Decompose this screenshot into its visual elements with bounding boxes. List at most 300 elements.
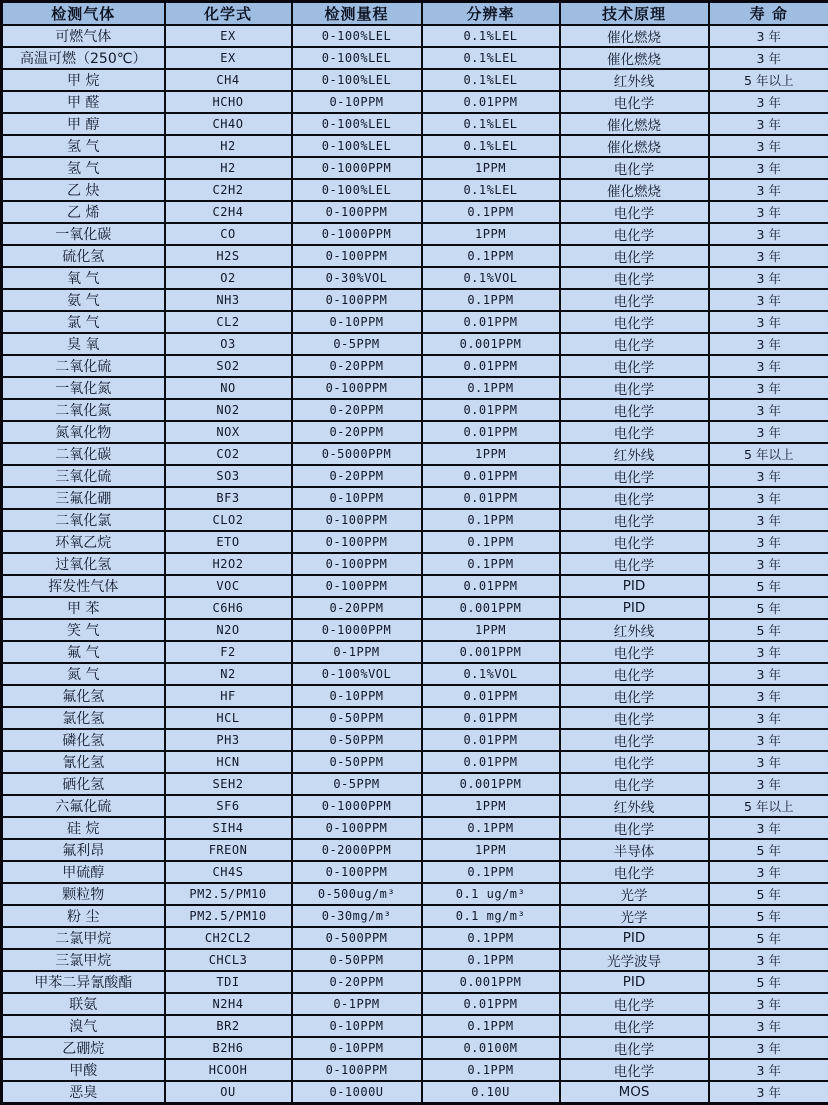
cell-chemical-formula: B2H6 xyxy=(165,1037,292,1059)
table-row xyxy=(2,817,828,839)
cell-technical-principle: PID xyxy=(560,927,709,949)
cell-technical-principle: 半导体 xyxy=(560,839,709,861)
cell-technical-principle: PID xyxy=(560,575,709,597)
table-row xyxy=(2,773,828,795)
cell-chemical-formula: CH2CL2 xyxy=(165,927,292,949)
cell-detection-range: 0-1000PPM xyxy=(292,795,422,817)
cell-resolution: 1PPM xyxy=(422,839,560,861)
cell-detection-range: 0-20PPM xyxy=(292,399,422,421)
cell-resolution: 0.1PPM xyxy=(422,1015,560,1037)
table-row xyxy=(2,333,828,355)
cell-resolution: 0.1%LEL xyxy=(422,179,560,201)
cell-gas-name: 氢 气 xyxy=(2,157,165,179)
cell-resolution: 0.01PPM xyxy=(422,685,560,707)
cell-detection-range: 0-10PPM xyxy=(292,487,422,509)
cell-gas-name: 溴气 xyxy=(2,1015,165,1037)
cell-resolution: 0.1PPM xyxy=(422,289,560,311)
table-row xyxy=(2,399,828,421)
cell-detection-range: 0-30%VOL xyxy=(292,267,422,289)
cell-gas-name: 甲苯二异氰酸酯 xyxy=(2,971,165,993)
cell-chemical-formula: HCN xyxy=(165,751,292,773)
cell-chemical-formula: EX xyxy=(165,25,292,47)
cell-technical-principle: 电化学 xyxy=(560,993,709,1015)
cell-technical-principle: 电化学 xyxy=(560,245,709,267)
cell-detection-range: 0-100PPM xyxy=(292,553,422,575)
table-row xyxy=(2,729,828,751)
cell-technical-principle: 电化学 xyxy=(560,861,709,883)
cell-resolution: 0.1PPM xyxy=(422,861,560,883)
cell-detection-range: 0-5PPM xyxy=(292,333,422,355)
cell-resolution: 0.01PPM xyxy=(422,751,560,773)
cell-detection-range: 0-100PPM xyxy=(292,817,422,839)
cell-detection-range: 0-20PPM xyxy=(292,465,422,487)
cell-lifespan: 5 年 xyxy=(709,597,828,619)
cell-gas-name: 甲 苯 xyxy=(2,597,165,619)
cell-lifespan: 5 年 xyxy=(709,839,828,861)
cell-lifespan: 3 年 xyxy=(709,1015,828,1037)
cell-gas-name: 二氯甲烷 xyxy=(2,927,165,949)
table-row xyxy=(2,245,828,267)
cell-resolution: 0.1PPM xyxy=(422,949,560,971)
cell-chemical-formula: C2H2 xyxy=(165,179,292,201)
cell-gas-name: 甲 醛 xyxy=(2,91,165,113)
cell-detection-range: 0-20PPM xyxy=(292,597,422,619)
cell-resolution: 0.10U xyxy=(422,1081,560,1104)
cell-resolution: 0.0100M xyxy=(422,1037,560,1059)
cell-resolution: 0.1%LEL xyxy=(422,25,560,47)
cell-technical-principle: 电化学 xyxy=(560,773,709,795)
cell-chemical-formula: SF6 xyxy=(165,795,292,817)
cell-chemical-formula: CH4O xyxy=(165,113,292,135)
cell-resolution: 0.1PPM xyxy=(422,1059,560,1081)
cell-technical-principle: 电化学 xyxy=(560,421,709,443)
cell-gas-name: 挥发性气体 xyxy=(2,575,165,597)
table-row xyxy=(2,91,828,113)
table-row xyxy=(2,619,828,641)
cell-lifespan: 5 年 xyxy=(709,883,828,905)
cell-detection-range: 0-20PPM xyxy=(292,355,422,377)
cell-resolution: 0.1PPM xyxy=(422,245,560,267)
cell-detection-range: 0-50PPM xyxy=(292,751,422,773)
cell-chemical-formula: FREON xyxy=(165,839,292,861)
cell-gas-name: 笑 气 xyxy=(2,619,165,641)
cell-resolution: 1PPM xyxy=(422,795,560,817)
cell-technical-principle: 电化学 xyxy=(560,289,709,311)
cell-detection-range: 0-50PPM xyxy=(292,729,422,751)
cell-lifespan: 3 年 xyxy=(709,311,828,333)
cell-lifespan: 3 年 xyxy=(709,641,828,663)
cell-resolution: 0.1PPM xyxy=(422,817,560,839)
cell-technical-principle: 催化燃烧 xyxy=(560,47,709,69)
table-row xyxy=(2,795,828,817)
cell-lifespan: 5 年以上 xyxy=(709,795,828,817)
cell-lifespan: 3 年 xyxy=(709,355,828,377)
cell-detection-range: 0-10PPM xyxy=(292,91,422,113)
cell-detection-range: 0-1PPM xyxy=(292,641,422,663)
cell-chemical-formula: CL2 xyxy=(165,311,292,333)
cell-lifespan: 3 年 xyxy=(709,91,828,113)
cell-chemical-formula: PM2.5/PM10 xyxy=(165,883,292,905)
cell-detection-range: 0-100%LEL xyxy=(292,47,422,69)
cell-technical-principle: 电化学 xyxy=(560,223,709,245)
cell-gas-name: 氯 气 xyxy=(2,311,165,333)
cell-technical-principle: 电化学 xyxy=(560,333,709,355)
cell-resolution: 1PPM xyxy=(422,223,560,245)
cell-chemical-formula: CHCL3 xyxy=(165,949,292,971)
cell-detection-range: 0-30mg/m³ xyxy=(292,905,422,927)
cell-gas-name: 乙 炔 xyxy=(2,179,165,201)
cell-lifespan: 3 年 xyxy=(709,773,828,795)
cell-gas-name: 三氧化硫 xyxy=(2,465,165,487)
cell-detection-range: 0-500PPM xyxy=(292,927,422,949)
cell-resolution: 0.1%LEL xyxy=(422,47,560,69)
table-row xyxy=(2,289,828,311)
cell-gas-name: 一氧化碳 xyxy=(2,223,165,245)
cell-gas-name: 甲 醇 xyxy=(2,113,165,135)
cell-detection-range: 0-1000PPM xyxy=(292,157,422,179)
cell-gas-name: 氟利昂 xyxy=(2,839,165,861)
table-row xyxy=(2,443,828,465)
cell-resolution: 0.1 mg/m³ xyxy=(422,905,560,927)
cell-chemical-formula: C2H4 xyxy=(165,201,292,223)
cell-chemical-formula: PH3 xyxy=(165,729,292,751)
col-header-resolution: 分辨率 xyxy=(422,2,560,26)
table-row xyxy=(2,355,828,377)
cell-detection-range: 0-100%LEL xyxy=(292,135,422,157)
cell-lifespan: 3 年 xyxy=(709,399,828,421)
table-row xyxy=(2,971,828,993)
table-row xyxy=(2,47,828,69)
cell-detection-range: 0-5PPM xyxy=(292,773,422,795)
cell-gas-name: 硅 烷 xyxy=(2,817,165,839)
cell-technical-principle: 电化学 xyxy=(560,311,709,333)
cell-resolution: 0.1PPM xyxy=(422,201,560,223)
cell-technical-principle: 电化学 xyxy=(560,399,709,421)
cell-detection-range: 0-10PPM xyxy=(292,1015,422,1037)
cell-technical-principle: 催化燃烧 xyxy=(560,179,709,201)
cell-detection-range: 0-50PPM xyxy=(292,949,422,971)
cell-chemical-formula: SIH4 xyxy=(165,817,292,839)
cell-lifespan: 3 年 xyxy=(709,223,828,245)
cell-technical-principle: PID xyxy=(560,597,709,619)
cell-resolution: 1PPM xyxy=(422,443,560,465)
cell-gas-name: 氟 气 xyxy=(2,641,165,663)
table-row xyxy=(2,1037,828,1059)
cell-lifespan: 3 年 xyxy=(709,113,828,135)
cell-gas-name: 高温可燃（250℃） xyxy=(2,47,165,69)
cell-detection-range: 0-10PPM xyxy=(292,685,422,707)
cell-chemical-formula: H2 xyxy=(165,135,292,157)
cell-resolution: 0.01PPM xyxy=(422,487,560,509)
cell-resolution: 0.1%LEL xyxy=(422,69,560,91)
cell-technical-principle: 电化学 xyxy=(560,1059,709,1081)
cell-lifespan: 3 年 xyxy=(709,267,828,289)
cell-gas-name: 二氧化硫 xyxy=(2,355,165,377)
cell-gas-name: 氮 气 xyxy=(2,663,165,685)
table-row xyxy=(2,1081,828,1104)
cell-detection-range: 0-100%LEL xyxy=(292,25,422,47)
cell-lifespan: 3 年 xyxy=(709,509,828,531)
cell-detection-range: 0-100%LEL xyxy=(292,69,422,91)
cell-chemical-formula: HCOOH xyxy=(165,1059,292,1081)
cell-gas-name: 氧 气 xyxy=(2,267,165,289)
cell-chemical-formula: H2 xyxy=(165,157,292,179)
table-row xyxy=(2,421,828,443)
cell-chemical-formula: OU xyxy=(165,1081,292,1104)
table-row xyxy=(2,905,828,927)
cell-gas-name: 氨 气 xyxy=(2,289,165,311)
cell-technical-principle: 电化学 xyxy=(560,1037,709,1059)
cell-detection-range: 0-20PPM xyxy=(292,421,422,443)
cell-chemical-formula: VOC xyxy=(165,575,292,597)
cell-detection-range: 0-5000PPM xyxy=(292,443,422,465)
cell-technical-principle: 电化学 xyxy=(560,531,709,553)
cell-chemical-formula: N2O xyxy=(165,619,292,641)
table-row xyxy=(2,575,828,597)
table-row xyxy=(2,597,828,619)
table-header xyxy=(2,2,828,26)
table-row xyxy=(2,223,828,245)
cell-detection-range: 0-100%VOL xyxy=(292,663,422,685)
cell-gas-name: 联氨 xyxy=(2,993,165,1015)
col-header-formula: 化学式 xyxy=(165,2,292,26)
cell-gas-name: 粉 尘 xyxy=(2,905,165,927)
cell-lifespan: 3 年 xyxy=(709,421,828,443)
cell-technical-principle: 电化学 xyxy=(560,465,709,487)
cell-chemical-formula: CH4 xyxy=(165,69,292,91)
cell-detection-range: 0-100PPM xyxy=(292,575,422,597)
cell-lifespan: 5 年 xyxy=(709,575,828,597)
cell-resolution: 0.001PPM xyxy=(422,597,560,619)
cell-gas-name: 磷化氢 xyxy=(2,729,165,751)
cell-technical-principle: 电化学 xyxy=(560,1015,709,1037)
cell-gas-name: 乙硼烷 xyxy=(2,1037,165,1059)
table-row xyxy=(2,311,828,333)
cell-chemical-formula: HCHO xyxy=(165,91,292,113)
cell-technical-principle: 电化学 xyxy=(560,91,709,113)
cell-lifespan: 5 年以上 xyxy=(709,443,828,465)
table-row xyxy=(2,927,828,949)
cell-chemical-formula: HCL xyxy=(165,707,292,729)
cell-gas-name: 氮氧化物 xyxy=(2,421,165,443)
table-row xyxy=(2,839,828,861)
cell-technical-principle: 电化学 xyxy=(560,817,709,839)
cell-gas-name: 可燃气体 xyxy=(2,25,165,47)
cell-resolution: 0.1PPM xyxy=(422,531,560,553)
cell-resolution: 0.001PPM xyxy=(422,333,560,355)
cell-chemical-formula: C6H6 xyxy=(165,597,292,619)
cell-detection-range: 0-1000PPM xyxy=(292,223,422,245)
cell-technical-principle: 电化学 xyxy=(560,487,709,509)
cell-chemical-formula: H2S xyxy=(165,245,292,267)
table-row xyxy=(2,69,828,91)
cell-technical-principle: 红外线 xyxy=(560,69,709,91)
cell-technical-principle: PID xyxy=(560,971,709,993)
col-header-principle: 技术原理 xyxy=(560,2,709,26)
cell-gas-name: 三氟化硼 xyxy=(2,487,165,509)
table-row xyxy=(2,751,828,773)
cell-chemical-formula: NO2 xyxy=(165,399,292,421)
cell-lifespan: 3 年 xyxy=(709,751,828,773)
cell-chemical-formula: SO3 xyxy=(165,465,292,487)
cell-resolution: 0.001PPM xyxy=(422,641,560,663)
cell-technical-principle: 电化学 xyxy=(560,267,709,289)
cell-chemical-formula: NH3 xyxy=(165,289,292,311)
header-row xyxy=(2,2,828,26)
cell-technical-principle: 电化学 xyxy=(560,663,709,685)
cell-detection-range: 0-100PPM xyxy=(292,377,422,399)
cell-resolution: 0.001PPM xyxy=(422,971,560,993)
cell-resolution: 0.001PPM xyxy=(422,773,560,795)
table-row xyxy=(2,685,828,707)
cell-technical-principle: 光学波导 xyxy=(560,949,709,971)
cell-chemical-formula: BF3 xyxy=(165,487,292,509)
cell-chemical-formula: N2 xyxy=(165,663,292,685)
cell-resolution: 0.01PPM xyxy=(422,91,560,113)
cell-resolution: 0.01PPM xyxy=(422,355,560,377)
cell-gas-name: 甲硫醇 xyxy=(2,861,165,883)
cell-gas-name: 三氯甲烷 xyxy=(2,949,165,971)
cell-detection-range: 0-10PPM xyxy=(292,1037,422,1059)
cell-detection-range: 0-100PPM xyxy=(292,201,422,223)
cell-chemical-formula: TDI xyxy=(165,971,292,993)
cell-gas-name: 乙 烯 xyxy=(2,201,165,223)
table-row xyxy=(2,267,828,289)
cell-resolution: 0.1PPM xyxy=(422,553,560,575)
table-row xyxy=(2,883,828,905)
cell-detection-range: 0-10PPM xyxy=(292,311,422,333)
cell-resolution: 0.1PPM xyxy=(422,927,560,949)
table-row xyxy=(2,861,828,883)
cell-resolution: 1PPM xyxy=(422,157,560,179)
cell-gas-name: 环氧乙烷 xyxy=(2,531,165,553)
cell-resolution: 0.01PPM xyxy=(422,707,560,729)
cell-lifespan: 3 年 xyxy=(709,531,828,553)
cell-chemical-formula: PM2.5/PM10 xyxy=(165,905,292,927)
table-row xyxy=(2,663,828,685)
cell-chemical-formula: CLO2 xyxy=(165,509,292,531)
cell-lifespan: 3 年 xyxy=(709,861,828,883)
cell-detection-range: 0-100PPM xyxy=(292,245,422,267)
cell-gas-name: 过氧化氢 xyxy=(2,553,165,575)
cell-lifespan: 3 年 xyxy=(709,817,828,839)
table-row xyxy=(2,157,828,179)
cell-lifespan: 3 年 xyxy=(709,157,828,179)
col-header-range: 检测量程 xyxy=(292,2,422,26)
col-header-lifespan: 寿 命 xyxy=(709,2,828,26)
cell-lifespan: 3 年 xyxy=(709,377,828,399)
cell-lifespan: 5 年 xyxy=(709,971,828,993)
cell-chemical-formula: ETO xyxy=(165,531,292,553)
cell-chemical-formula: N2H4 xyxy=(165,993,292,1015)
cell-gas-name: 一氧化氮 xyxy=(2,377,165,399)
cell-technical-principle: 催化燃烧 xyxy=(560,25,709,47)
cell-chemical-formula: F2 xyxy=(165,641,292,663)
cell-chemical-formula: H2O2 xyxy=(165,553,292,575)
cell-lifespan: 3 年 xyxy=(709,663,828,685)
cell-lifespan: 3 年 xyxy=(709,289,828,311)
cell-chemical-formula: EX xyxy=(165,47,292,69)
cell-lifespan: 3 年 xyxy=(709,465,828,487)
cell-lifespan: 3 年 xyxy=(709,245,828,267)
cell-gas-name: 恶臭 xyxy=(2,1081,165,1104)
cell-resolution: 0.1 ug/m³ xyxy=(422,883,560,905)
cell-detection-range: 0-1000PPM xyxy=(292,619,422,641)
cell-detection-range: 0-500ug/m³ xyxy=(292,883,422,905)
cell-lifespan: 3 年 xyxy=(709,25,828,47)
cell-technical-principle: 电化学 xyxy=(560,707,709,729)
cell-lifespan: 5 年 xyxy=(709,905,828,927)
cell-gas-name: 硒化氢 xyxy=(2,773,165,795)
cell-resolution: 0.01PPM xyxy=(422,729,560,751)
cell-detection-range: 0-100PPM xyxy=(292,1059,422,1081)
cell-resolution: 0.1PPM xyxy=(422,509,560,531)
cell-detection-range: 0-1000U xyxy=(292,1081,422,1104)
cell-technical-principle: 电化学 xyxy=(560,641,709,663)
cell-resolution: 0.1PPM xyxy=(422,377,560,399)
table-row xyxy=(2,707,828,729)
cell-chemical-formula: CO xyxy=(165,223,292,245)
cell-detection-range: 0-100%LEL xyxy=(292,179,422,201)
cell-gas-name: 颗粒物 xyxy=(2,883,165,905)
cell-detection-range: 0-100PPM xyxy=(292,531,422,553)
cell-technical-principle: 电化学 xyxy=(560,729,709,751)
cell-lifespan: 3 年 xyxy=(709,707,828,729)
cell-detection-range: 0-100PPM xyxy=(292,509,422,531)
cell-lifespan: 3 年 xyxy=(709,135,828,157)
cell-lifespan: 3 年 xyxy=(709,949,828,971)
cell-detection-range: 0-100PPM xyxy=(292,289,422,311)
cell-resolution: 0.1%LEL xyxy=(422,113,560,135)
table-row xyxy=(2,201,828,223)
cell-lifespan: 5 年 xyxy=(709,619,828,641)
cell-lifespan: 3 年 xyxy=(709,993,828,1015)
cell-technical-principle: 电化学 xyxy=(560,685,709,707)
cell-technical-principle: 电化学 xyxy=(560,509,709,531)
cell-resolution: 0.01PPM xyxy=(422,421,560,443)
table-row xyxy=(2,487,828,509)
cell-detection-range: 0-1PPM xyxy=(292,993,422,1015)
table-row xyxy=(2,641,828,663)
cell-chemical-formula: HF xyxy=(165,685,292,707)
cell-chemical-formula: SO2 xyxy=(165,355,292,377)
cell-chemical-formula: O2 xyxy=(165,267,292,289)
cell-resolution: 0.01PPM xyxy=(422,575,560,597)
cell-resolution: 0.01PPM xyxy=(422,399,560,421)
cell-detection-range: 0-100%LEL xyxy=(292,113,422,135)
cell-technical-principle: 红外线 xyxy=(560,619,709,641)
cell-technical-principle: 电化学 xyxy=(560,157,709,179)
cell-gas-name: 氢 气 xyxy=(2,135,165,157)
cell-resolution: 1PPM xyxy=(422,619,560,641)
cell-resolution: 0.1%VOL xyxy=(422,267,560,289)
cell-lifespan: 3 年 xyxy=(709,685,828,707)
cell-gas-name: 二氧化氮 xyxy=(2,399,165,421)
table-row xyxy=(2,135,828,157)
cell-lifespan: 3 年 xyxy=(709,1037,828,1059)
cell-gas-name: 氰化氢 xyxy=(2,751,165,773)
cell-lifespan: 3 年 xyxy=(709,201,828,223)
cell-chemical-formula: O3 xyxy=(165,333,292,355)
cell-gas-name: 六氟化硫 xyxy=(2,795,165,817)
cell-gas-name: 硫化氢 xyxy=(2,245,165,267)
table-row xyxy=(2,509,828,531)
table-row xyxy=(2,25,828,47)
table-row xyxy=(2,179,828,201)
cell-chemical-formula: CH4S xyxy=(165,861,292,883)
col-header-gas: 检测气体 xyxy=(2,2,165,26)
cell-technical-principle: MOS xyxy=(560,1081,709,1104)
